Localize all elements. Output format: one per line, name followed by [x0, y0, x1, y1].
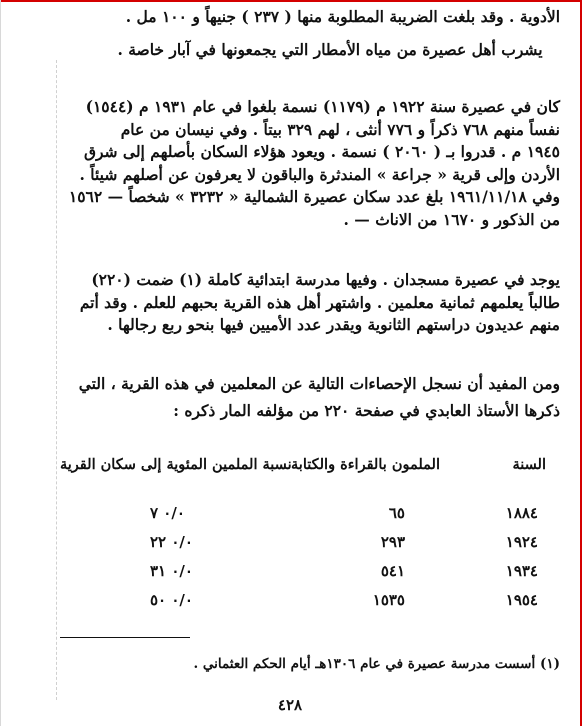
- cell-literate: ٢٩٣: [380, 533, 405, 551]
- footnote: (١) أسست مدرسة عصيرة في عام ١٣٠٦هـ أيام الحكم العثماني .: [193, 656, 560, 672]
- cell-year: ١٩٣٤: [505, 562, 538, 580]
- cell-year: ١٩٥٤: [505, 591, 538, 609]
- text-line: وفي ١٩٦١/١١/١٨ بلغ عدد سكان عصيرة الشمالية « ٣٢٣٢ » شخصاً — ١٥٦٢: [68, 187, 560, 206]
- column-header-year: السنة: [512, 456, 546, 473]
- cell-literate: ١٥٣٥: [372, 591, 405, 609]
- literacy-table: [60, 456, 560, 620]
- paragraph-population: [60, 96, 560, 231]
- table-row: [60, 504, 560, 533]
- footnote-separator: [60, 637, 190, 638]
- text-line: ذكرها الأستاذ العابدي في صفحة ٢٢٠ من مؤلفه المار ذكره :: [173, 400, 560, 420]
- text-line: منهم عديدون دراستهم الثانوية ويقدر عدد الأميين فيها بنحو ربع رجالها .: [107, 315, 560, 334]
- text-line: طالباً يعلمهم ثمانية معلمين . واشتهر أهل هذه القرية بحبهم للعلم . وقد أتم: [79, 292, 560, 312]
- table-row: [60, 533, 560, 562]
- cell-percent: ٠/٠ ٧: [150, 504, 185, 522]
- text-line: يشرب أهل عصيرة من مياه الأمطار التي يجمعونها في آبار خاصة .: [117, 39, 543, 59]
- paragraph-statistics-intro: [60, 373, 560, 422]
- text-line: من الذكور و ١٦٧٠ من الاناث — .: [343, 209, 560, 229]
- text-line: ١٩٤٥ م . قدروا بـ ( ٢٠٦٠ ) نسمة . ويعود هؤلاء السكان بأصلهم إلى شرق: [83, 142, 560, 161]
- text-line: الأردن وإلى قرية « جراعة » المندثرة والباقون لا يعرفون عن أصلهم شيئاً .: [79, 164, 560, 184]
- paragraph-education: [60, 269, 560, 337]
- cell-percent: ٠/٠ ٣١: [150, 562, 193, 580]
- paragraph-taxes-water: [60, 6, 560, 61]
- column-header-percent: نسبة الملمين المئوية إلى سكان القرية: [60, 456, 292, 473]
- column-header-literate: الملمون بالقراءة والكتابة: [291, 456, 440, 473]
- text-line: الأدوية . وقد بلغت الضريبة المطلوبة منها ( ٢٣٧ ) جنيهاً و ١٠٠ مل .: [125, 7, 560, 26]
- table-body: [60, 504, 560, 620]
- cell-percent: ٠/٠ ٥٠: [150, 591, 193, 609]
- page-number: ٤٢٨: [277, 696, 303, 714]
- text-line: ومن المفيد أن نسجل الإحصاءات التالية عن المعلمين في هذه القرية ، التي: [78, 374, 560, 393]
- table-row: [60, 562, 560, 591]
- cell-literate: ٥٤١: [380, 562, 405, 580]
- cell-percent: ٠/٠ ٢٢: [150, 533, 193, 551]
- page-gutter-line: [56, 60, 58, 700]
- text-line: نفساً منهم ٧٦٨ ذكراً و ٧٧٦ أنثى ، لهم ٣٢٩ بيتاً . وفي نيسان من عام: [120, 119, 560, 139]
- cell-year: ١٨٨٤: [505, 504, 538, 522]
- cell-year: ١٩٢٤: [505, 533, 538, 551]
- window-top-border: [0, 0, 582, 2]
- text-line: كان في عصيرة سنة ١٩٢٢ م (١١٧٩) نسمة بلغوا في عام ١٩٣١ م (١٥٤٤): [85, 97, 560, 116]
- table-row: [60, 591, 560, 620]
- text-line: يوجد في عصيرة مسجدان . وفيها مدرسة ابتدائية كاملة (١) ضمت (٢٢٠): [91, 270, 560, 289]
- window-left-border: [0, 0, 1, 726]
- table-header: [60, 456, 560, 480]
- cell-literate: ٦٥: [388, 504, 405, 522]
